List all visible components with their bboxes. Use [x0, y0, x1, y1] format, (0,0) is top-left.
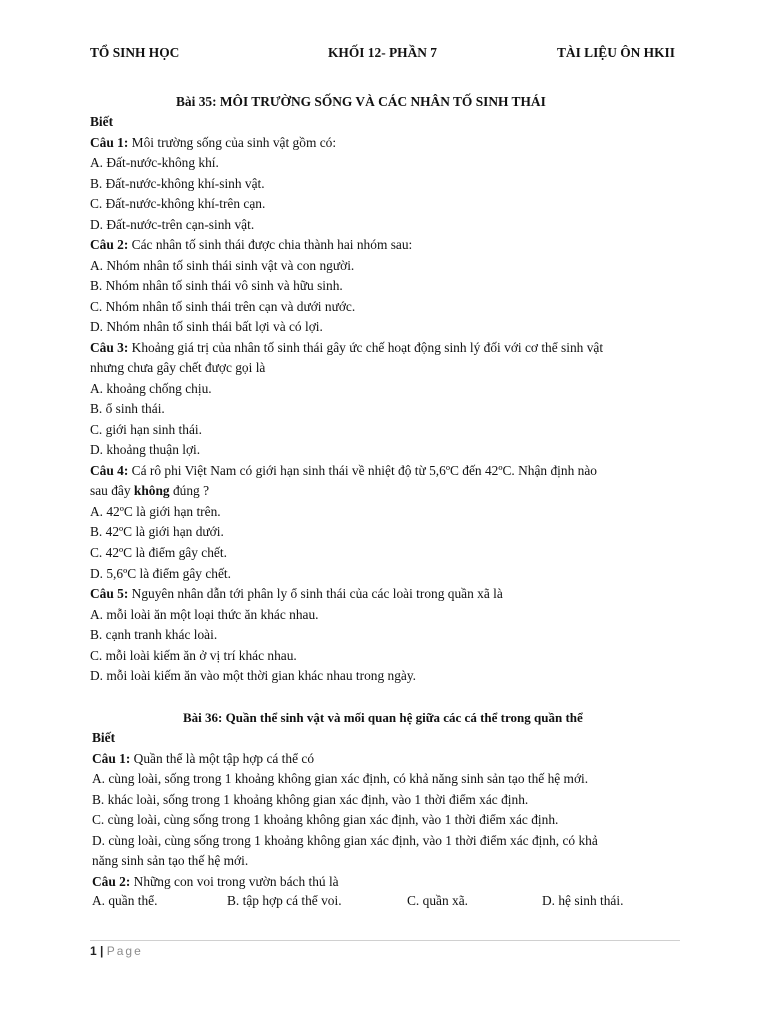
answer-option: A. cùng loài, sống trong 1 khoảng không gian xác định, có khả năng sinh sản tạo thế hệ mới. — [92, 771, 589, 786]
answer-option: B. tập hợp cá thể voi. — [227, 893, 342, 908]
question — [92, 873, 339, 891]
answer-option: D. hệ sinh thái. — [542, 893, 624, 908]
answer-option: D. mỗi loài kiếm ăn vào một thời gian khác nhau trong ngày. — [90, 668, 417, 683]
answer-option: D. Nhóm nhân tố sinh thái bất lợi và có lợi. — [90, 319, 323, 334]
footer-divider — [90, 940, 680, 941]
answer-row — [92, 893, 692, 911]
emphasis-not: không — [133, 483, 170, 498]
question — [90, 462, 597, 480]
answer-option: C. 42ºC là điểm gây chết. — [90, 545, 227, 560]
answer-option: B. Nhóm nhân tố sinh thái vô sinh và hữu sinh. — [90, 278, 343, 293]
question-text: Các nhân tố sinh thái được chia thành hai nhóm sau: — [128, 237, 413, 252]
answer-continuation: năng sinh sản tạo thế hệ mới. — [92, 853, 249, 868]
header-right: TÀI LIỆU ÔN HKII — [557, 45, 675, 60]
question-text: Môi trường sống của sinh vật gồm có: — [128, 135, 337, 150]
lesson35-level: Biết — [90, 114, 114, 129]
question-text: Những con voi trong vườn bách thú là — [130, 874, 339, 889]
answer-option: C. Đất-nước-không khí-trên cạn. — [90, 196, 266, 211]
question-label: Câu 5: — [90, 586, 129, 601]
page-number: 1 — [90, 944, 97, 958]
header-left: TỔ SINH HỌC — [90, 45, 180, 60]
answer-option: A. mỗi loài ăn một loại thức ăn khác nhau. — [90, 607, 319, 622]
question-label: Câu 2: — [90, 237, 129, 252]
answer-option: C. mỗi loài kiếm ăn ở vị trí khác nhau. — [90, 648, 297, 663]
lesson35-title: Bài 35: MÔI TRƯỜNG SỐNG VÀ CÁC NHÂN TỐ SINH THÁI — [176, 94, 546, 109]
question-label: Câu 4: — [90, 463, 129, 478]
question — [90, 134, 336, 152]
answer-option: B. cạnh tranh khác loài. — [90, 627, 218, 642]
question-text: Cá rô phi Việt Nam có giới hạn sinh thái về nhiệt độ từ 5,6ºC đến 42ºC. Nhận định nào — [128, 463, 597, 478]
answer-option: A. 42ºC là giới hạn trên. — [90, 504, 221, 519]
answer-option: C. cùng loài, cùng sống trong 1 khoảng không gian xác định, vào 1 thời điểm xác định. — [92, 812, 559, 827]
question — [92, 750, 314, 768]
lesson36-title: Bài 36: Quần thể sinh vật và mối quan hệ giữa các cá thể trong quần thể — [183, 710, 583, 725]
answer-option: A. Đất-nước-không khí. — [90, 155, 219, 170]
question-text-part: đúng ? — [169, 483, 210, 498]
answer-option: A. khoảng chống chịu. — [90, 381, 212, 396]
question — [90, 585, 503, 603]
answer-option: B. khác loài, sống trong 1 khoảng không gian xác định, vào 1 thời điểm xác định. — [92, 792, 529, 807]
answer-option: A. quần thể. — [92, 893, 158, 908]
answer-option: C. Nhóm nhân tố sinh thái trên cạn và dưới nước. — [90, 299, 356, 314]
question — [90, 236, 412, 254]
question-text: Khoảng giá trị của nhân tố sinh thái gây ức chế hoạt động sinh lý đối với cơ thể sinh vật — [128, 340, 604, 355]
answer-option: B. ổ sinh thái. — [90, 401, 165, 416]
answer-option: A. Nhóm nhân tố sinh thái sinh vật và con người. — [90, 258, 355, 273]
lesson36-level: Biết — [92, 730, 116, 745]
question-continuation: nhưng chưa gây chết được gọi là — [90, 360, 266, 375]
question-label: Câu 1: — [90, 135, 129, 150]
question-text-part: sau đây — [90, 483, 134, 498]
page-word: Page — [106, 944, 143, 958]
header-center: KHỐI 12- PHẦN 7 — [328, 45, 437, 60]
question-label: Câu 2: — [92, 874, 131, 889]
answer-option: D. khoảng thuận lợi. — [90, 442, 201, 457]
answer-option: B. Đất-nước-không khí-sinh vật. — [90, 176, 265, 191]
question-text: Quần thể là một tập hợp cá thể có — [130, 751, 315, 766]
page-separator: | — [96, 944, 107, 958]
answer-option: C. giới hạn sinh thái. — [90, 422, 202, 437]
page-footer — [90, 944, 143, 958]
question-continuation — [90, 482, 209, 500]
answer-option: B. 42ºC là giới hạn dưới. — [90, 524, 224, 539]
question-label: Câu 1: — [92, 751, 131, 766]
question — [90, 339, 603, 357]
answer-option: D. 5,6ºC là điểm gây chết. — [90, 566, 232, 581]
answer-option: D. cùng loài, cùng sống trong 1 khoảng không gian xác định, vào 1 thời điểm xác định, có khả — [92, 833, 598, 848]
question-label: Câu 3: — [90, 340, 129, 355]
answer-option: C. quần xã. — [407, 893, 468, 908]
answer-option: D. Đất-nước-trên cạn-sinh vật. — [90, 217, 255, 232]
question-text: Nguyên nhân dẫn tới phân ly ổ sinh thái của các loài trong quần xã là — [128, 586, 503, 601]
